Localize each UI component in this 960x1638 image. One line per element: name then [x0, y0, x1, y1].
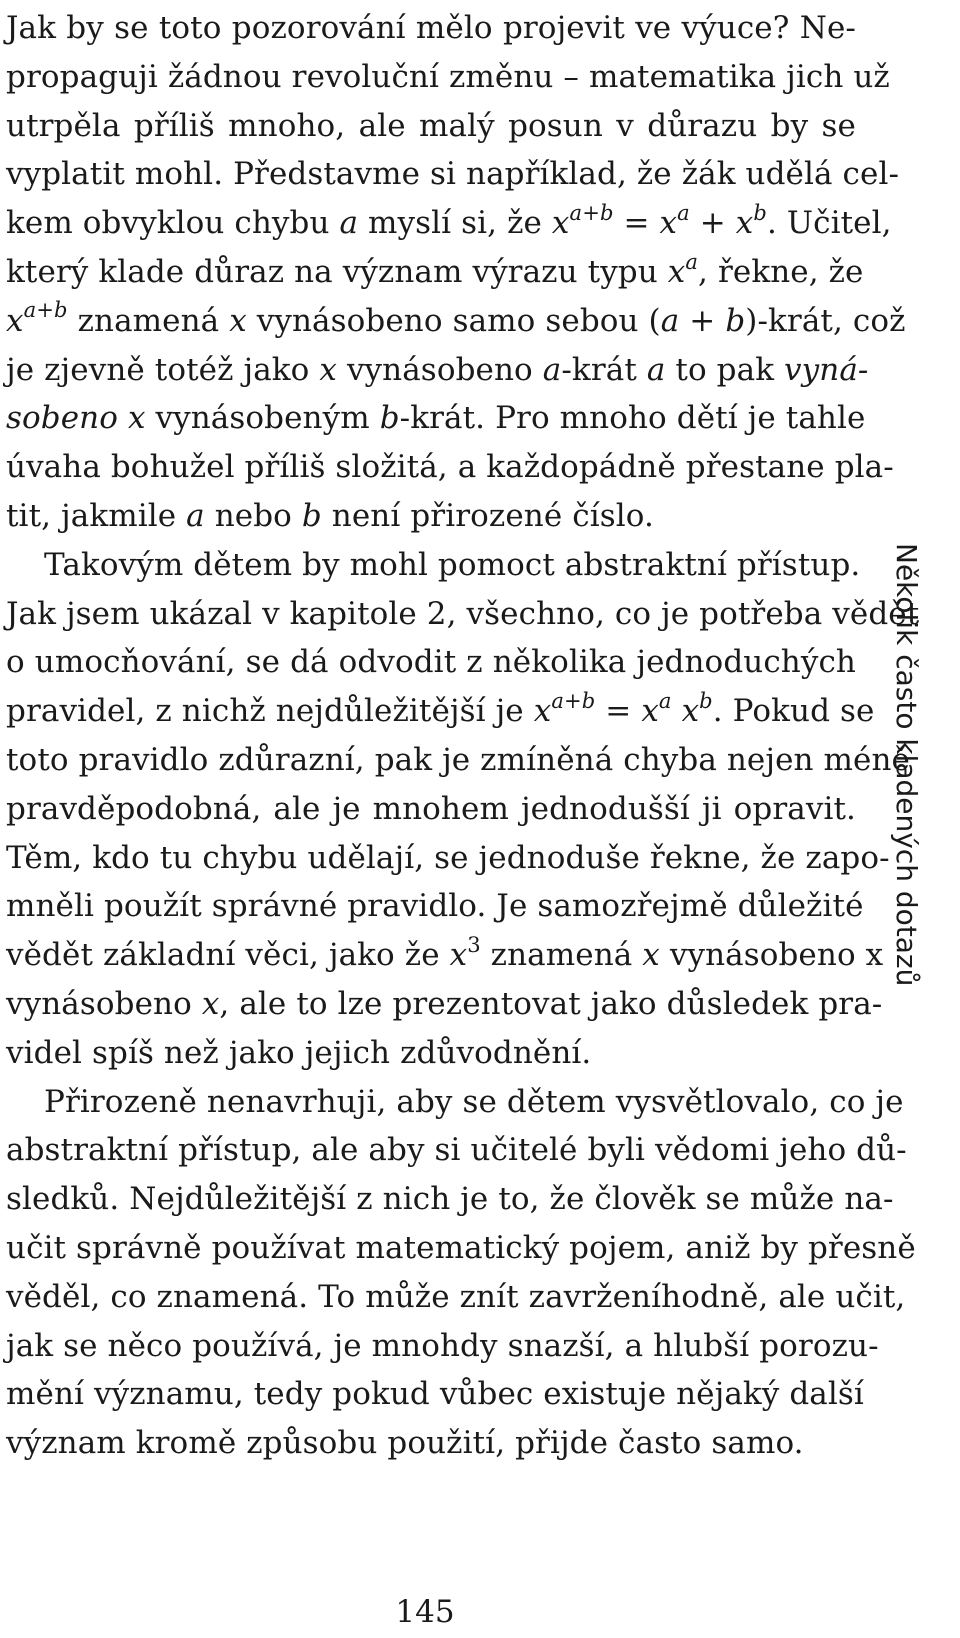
text-line-16: toto pravidlo zdůrazní, pak je zmíněná chyba nejen méně — [6, 741, 910, 778]
text-line-1: Jak by se toto pozorování mělo projevit ve výuce? Ne- — [6, 10, 856, 46]
text-line-30: význam kromě způsobu použití, přijde často samo. — [6, 1425, 804, 1462]
text-line-15: pravidel, z nichž nejdůležitější je $x^{a+b} = x^a$ $x^b$. Pokud se — [6, 687, 875, 730]
text-line-14: o umocňování, se dá odvodit z několika jednoduchých — [6, 644, 856, 681]
text-line-7: $x^{a+b}$ znamená x vynásobeno samo sebou (a + b)-krát, což — [6, 297, 906, 339]
text-line-10: úvaha bohužel příliš složitá, a každopádně přestane pla- — [6, 449, 894, 486]
text-line-26: učit správně používat matematický pojem, aniž by přesně — [6, 1229, 916, 1266]
text-line-20: vědět základní věci, jako že $x^3$ znamená x vynásobeno x — [6, 931, 884, 974]
running-head-text: Několik často kladených dotazů — [890, 543, 923, 987]
text-line-12: Takovým dětem by mohl pomoct abstraktní přístup. — [44, 546, 861, 583]
text-line-18: Těm, kdo tu chybu udělají, se jednoduše řekne, že zapo- — [6, 839, 890, 876]
text-line-28: jak se něco používá, je mnohdy snazší, a hlubší porozu- — [6, 1327, 879, 1364]
text-line-24: abstraktní přístup, ale aby si učitelé byli vědomi jeho dů- — [6, 1132, 907, 1169]
text-line-8: je zjevně totéž jako x vynásobeno a-krát a to pak vyná- — [6, 351, 869, 388]
text-line-23: Přirozeně nenavrhuji, aby se dětem vysvětlovalo, co je — [44, 1083, 904, 1120]
text-line-13: Jak jsem ukázal v kapitole 2, všechno, co je potřeba vědět — [6, 595, 920, 632]
text-line-6: který klade důraz na význam výrazu typu $x^a$, řekne, že — [6, 248, 864, 290]
text-line-11: tit, jakmile a nebo b není přirozené číslo. — [6, 497, 654, 534]
text-line-17: pravděpodobná, ale je mnohem jednodušší ji opravit. — [6, 790, 856, 827]
text-line-21: vynásobeno x, ale to lze prezentovat jako důsledek pra- — [6, 985, 883, 1022]
text-line-3: utrpěla příliš mnoho, ale malý posun v důrazu by se — [6, 107, 856, 144]
text-line-9: sobeno x vynásobeným b-krát. Pro mnoho dětí je tahle — [6, 400, 866, 437]
text-line-22: videl spíš než jako jejich zdůvodnění. — [6, 1034, 592, 1071]
text-line-2: propaguji žádnou revoluční změnu – matematika jich už — [6, 58, 890, 95]
text-line-5: kem obvyklou chybu a myslí si, že $x^{a+b} = x^a + x^b$. Učitel, — [6, 199, 892, 242]
text-line-19: mněli použít správné pravidlo. Je samozřejmě důležité — [6, 888, 864, 925]
text-line-27: věděl, co znamená. To může znít zavrženíhodně, ale učit, — [6, 1278, 906, 1315]
text-line-4: vyplatit mohl. Představme si například, že žák udělá cel- — [6, 156, 900, 193]
text-line-29: mění významu, tedy pokud vůbec existuje nějaký další — [6, 1376, 864, 1413]
text-line-25: sledků. Nejdůležitější z nich je to, že člověk se může na- — [6, 1181, 894, 1218]
running-head — [883, 543, 929, 1053]
page-number: 145 — [395, 1594, 455, 1630]
